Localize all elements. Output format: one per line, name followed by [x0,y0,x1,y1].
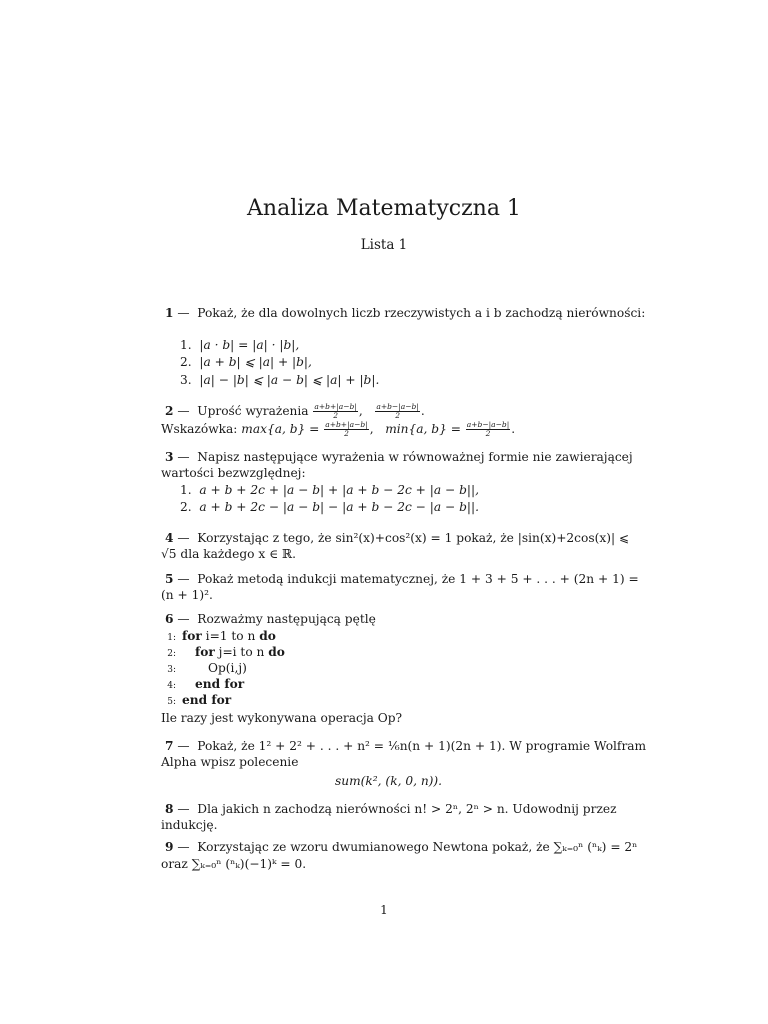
dash: — [177,840,190,854]
problem-text: Uprość wyrażenia [197,404,309,418]
problem-1 [165,305,645,321]
problem-number: 6 [165,612,174,626]
fraction: $\frac{a+b+|a-b|}{2}$ [314,402,357,420]
problem-7-line2: Alpha wpisz polecenie [161,755,299,769]
problem-text: Napisz następujące wyrażenia w równoważnej formie nie zawierającej [197,450,633,464]
problem-8 [165,801,617,817]
hint-label: Wskazówka: [161,422,238,436]
problem-7 [165,738,646,754]
wolfram-command: sum(k², (k, 0, n)). [335,774,443,788]
problem-9 [165,839,637,855]
problem-6 [165,611,376,627]
document-subtitle: Lista 1 [360,237,408,253]
page-number: 1 [380,903,388,917]
problem-8-line2: indukcję. [161,818,218,832]
problem-5 [165,571,639,587]
algorithm-line: 3: Op(i,j) [167,661,247,675]
dash: — [177,306,190,320]
problem-3 [165,449,633,465]
fraction: $\frac{a+b-|a-b|}{2}$ [466,420,510,438]
fraction: $\frac{a+b-|a-b|}{2}$ [376,402,419,420]
hint-min: min{a, b} = [385,422,461,436]
problem-2: 2 — Uprość wyrażenia $\frac{a+b+|a-b|}{2}$ , $\frac{a+b-|a-b|}{2}$ . [165,402,425,420]
problem-number: 8 [165,802,174,816]
dash: — [177,450,190,464]
problem-text: Korzystając ze wzoru dwumianowego Newtona pokaż, że ∑ₖ₌₀ⁿ (ⁿₖ) = 2ⁿ [197,840,638,854]
problem-text: Pokaż, że dla dowolnych liczb rzeczywistych a i b zachodzą nierówności: [197,306,646,320]
algorithm-line: 1: for i=1 to n do [167,629,276,643]
dash: — [177,572,190,586]
problem-number: 2 [165,404,174,418]
dash: — [177,612,190,626]
fraction: $\frac{a+b+|a-b|}{2}$ [325,420,368,438]
algorithm-line: 5: end for [167,693,232,707]
problem-3-item: 1. a + b + 2c + |a − b| + |a + b − 2c + |a − b||, [180,483,479,497]
problem-4-line2: √5 dla każdego x ∈ ℝ. [161,547,296,561]
problem-text: Rozważmy następującą pętlę [197,612,376,626]
problem-1-item: 3. |a| − |b| ⩽ |a − b| ⩽ |a| + |b|. [180,373,380,387]
algorithm-line: 2: for j=i to n do [167,645,285,659]
problem-5-line2: (n + 1)². [161,588,213,602]
dash: — [177,531,190,545]
problem-4 [165,530,629,546]
problem-1-item: 1. |a · b| = |a| · |b|, [180,338,300,352]
problem-number: 1 [165,306,174,320]
item-text: a + b + 2c − |a − b| − |a + b − 2c − |a − b||. [199,500,479,514]
problem-3-line2: wartości bezwzględnej: [161,466,306,480]
problem-text: Pokaż metodą indukcji matematycznej, że 1 + 3 + 5 + . . . + (2n + 1) = [197,572,639,586]
document-title: Analiza Matematyczna 1 [247,196,521,221]
problem-number: 7 [165,739,174,753]
hint-max: max{a, b} = [241,422,320,436]
problem-text: Pokaż, że 1² + 2² + . . . + n² = ⅙n(n + 1)(2n + 1). W programie Wolfram [197,739,647,753]
problem-2-hint: Wskazówka: max{a, b} = $\frac{a+b+|a-b|}{2}$ , min{a, b} = $\frac{a+b-|a-b|}{2}$ . [161,420,516,438]
problem-3-item: 2. a + b + 2c − |a − b| − |a + b − 2c − |a − b||. [180,500,479,514]
problem-number: 5 [165,572,174,586]
problem-text: Korzystając z tego, że sin²(x)+cos²(x) = 1 pokaż, że |sin(x)+2cos(x)| ⩽ [197,531,630,545]
dash: — [177,404,190,418]
problem-9-line2: oraz ∑ₖ₌₀ⁿ (ⁿₖ)(−1)ᵏ = 0. [161,857,307,871]
dash: — [177,739,190,753]
problem-text: Dla jakich n zachodzą nierówności n! > 2ⁿ, 2ⁿ > n. Udowodnij przez [197,802,617,816]
item-text: a + b + 2c + |a − b| + |a + b − 2c + |a − b||, [199,483,479,497]
problem-6-question: Ile razy jest wykonywana operacja Op? [161,711,403,725]
problem-number: 9 [165,840,174,854]
problem-number: 4 [165,531,174,545]
problem-number: 3 [165,450,174,464]
item-text: |a| − |b| ⩽ |a − b| ⩽ |a| + |b|. [199,373,380,387]
algorithm-line: 4: end for [167,677,245,691]
item-text: |a · b| = |a| · |b|, [199,338,300,352]
dash: — [177,802,190,816]
item-text: |a + b| ⩽ |a| + |b|, [199,355,312,369]
problem-1-item: 2. |a + b| ⩽ |a| + |b|, [180,355,312,369]
